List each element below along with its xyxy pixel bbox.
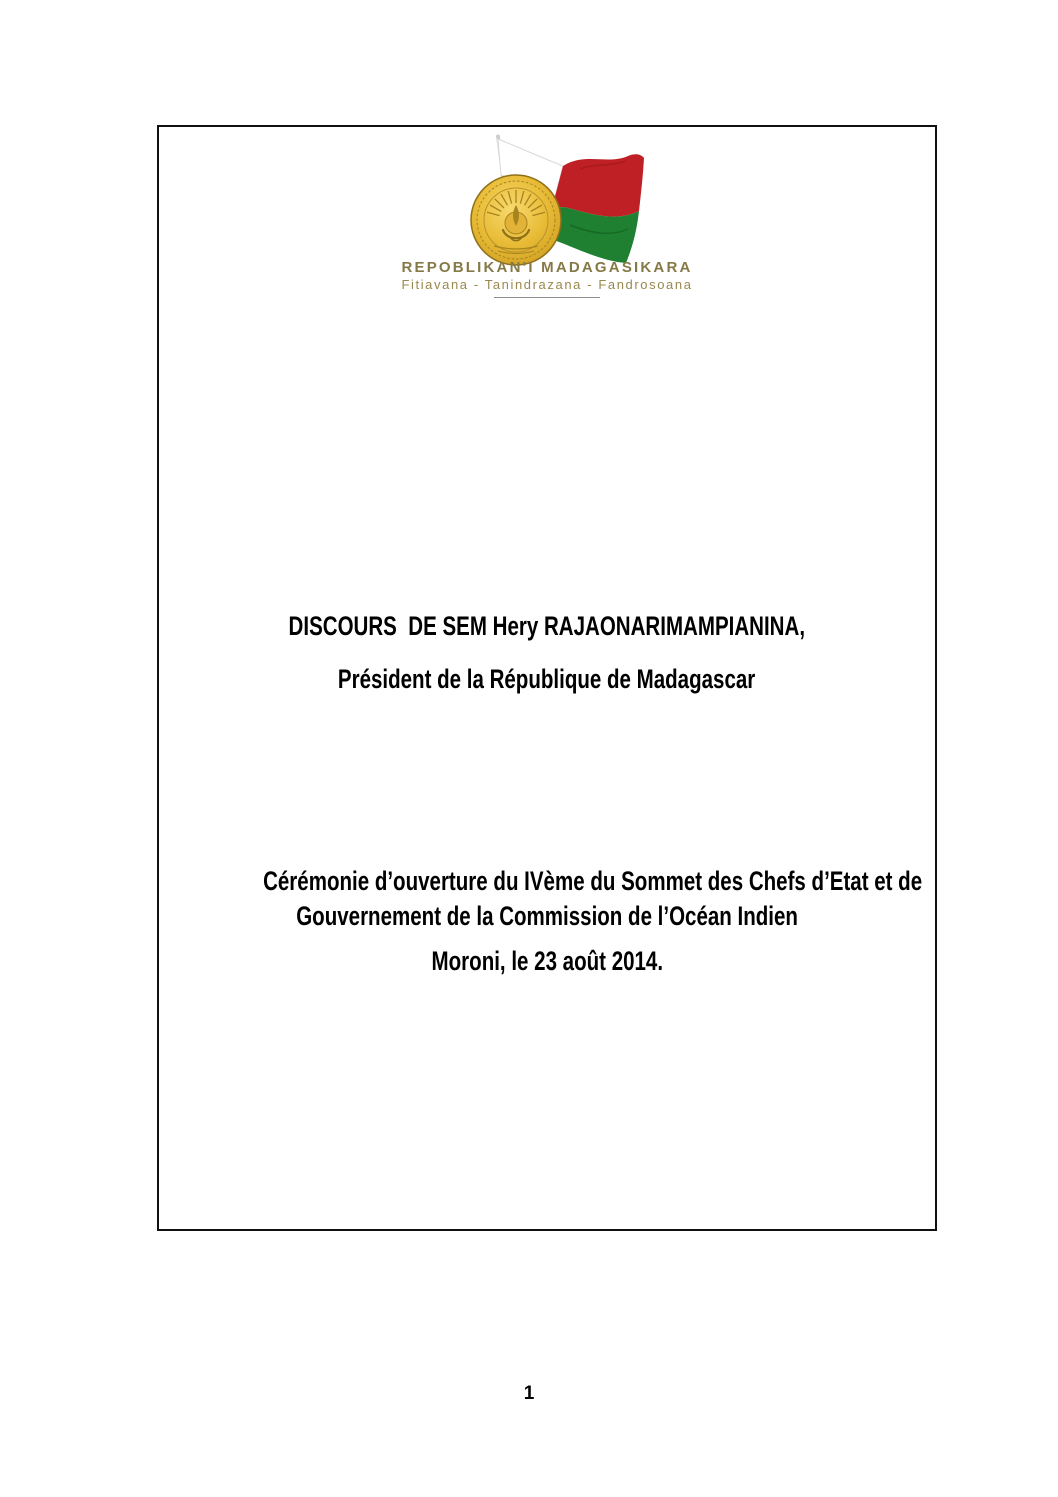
madagascar-emblem-icon <box>450 133 660 273</box>
national-motto: Fitiavana - Tanindrazana - Fandrosoana <box>401 277 693 292</box>
event-date-text: Moroni, le 23 août 2014. <box>431 946 663 976</box>
event-description-line2 <box>159 901 935 931</box>
event-date <box>159 946 935 976</box>
country-name: REPOBLIKAN'I MADAGASIKARA <box>401 259 693 276</box>
page-number: 1 <box>523 1383 535 1404</box>
seal-icon <box>471 175 561 265</box>
speech-title-line2-text: Président de la République de Madagascar <box>338 664 756 694</box>
motto-underline <box>494 297 600 298</box>
page-border-frame <box>157 125 937 1231</box>
speech-title-line2 <box>159 664 935 694</box>
speech-title-line1 <box>159 611 935 641</box>
speech-title-line1-text: DISCOURS DE SEM Hery RAJAONARIMAMPIANINA, <box>288 611 806 641</box>
event-description-line1-text: Cérémonie d’ouverture du IVème du Sommet des Chefs d’Etat et de <box>263 866 923 896</box>
event-description-line2-text: Gouvernement de la Commission de l’Océan Indien <box>296 901 798 931</box>
event-description-line1 <box>159 866 935 896</box>
